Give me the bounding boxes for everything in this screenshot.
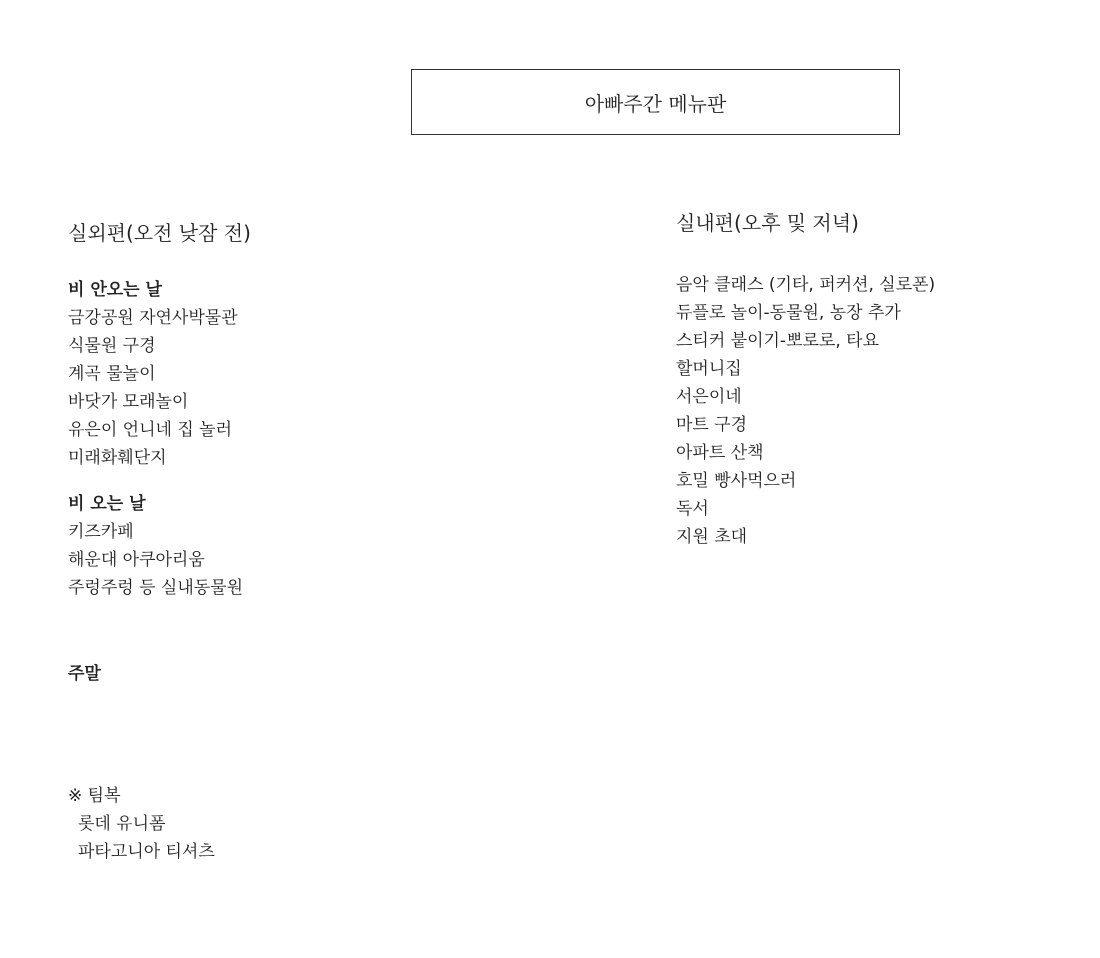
weekend-label: 주말 <box>68 664 101 684</box>
list-item: 듀플로 놀이-동물원, 농장 추가 <box>676 303 901 323</box>
rain-list <box>68 518 468 602</box>
indoor-section <box>676 209 1076 551</box>
tip-item: 파타고니아 티셔츠 <box>78 842 215 862</box>
list-item: 키즈카페 <box>68 522 134 542</box>
list-item: 주렁주렁 등 실내동물원 <box>68 578 244 598</box>
no-rain-label: 비 안오는 날 <box>68 280 162 300</box>
list-item: 바닷가 모래놀이 <box>68 392 189 412</box>
outdoor-section <box>68 219 468 688</box>
list-item: 지원 초대 <box>676 527 748 547</box>
page-title: 아빠주간 메뉴판 <box>584 91 727 116</box>
list-item: 아파트 산책 <box>676 443 764 463</box>
list-item: 음악 클래스 (기타, 퍼커션, 실로폰) <box>676 275 936 295</box>
list-item: 식물원 구경 <box>68 336 156 356</box>
list-item: 유은이 언니네 집 놀러 <box>68 420 233 440</box>
no-rain-list <box>68 304 468 472</box>
list-item: 서은이네 <box>676 387 742 407</box>
tip-label: ※ 팀복 <box>68 786 121 806</box>
list-item: 독서 <box>676 499 709 519</box>
list-item: 금강공원 자연사박물관 <box>68 308 238 328</box>
indoor-list <box>676 271 1076 551</box>
indoor-heading: 실내편(오후 및 저녁) <box>676 211 859 235</box>
tip-section <box>68 782 215 866</box>
list-item: 해운대 아쿠아리움 <box>68 550 205 570</box>
list-item: 미래화훼단지 <box>68 448 167 468</box>
tip-item: 롯데 유니폼 <box>78 814 166 834</box>
list-item: 마트 구경 <box>676 415 748 435</box>
page-title-box <box>411 69 900 135</box>
rain-label: 비 오는 날 <box>68 494 146 514</box>
list-item: 계곡 물놀이 <box>68 364 156 384</box>
outdoor-heading: 실외편(오전 낮잠 전) <box>68 221 251 245</box>
list-item: 할머니집 <box>676 359 742 379</box>
list-item: 호밀 빵사먹으러 <box>676 471 797 491</box>
list-item: 스티커 붙이기-뽀로로, 타요 <box>676 331 879 351</box>
